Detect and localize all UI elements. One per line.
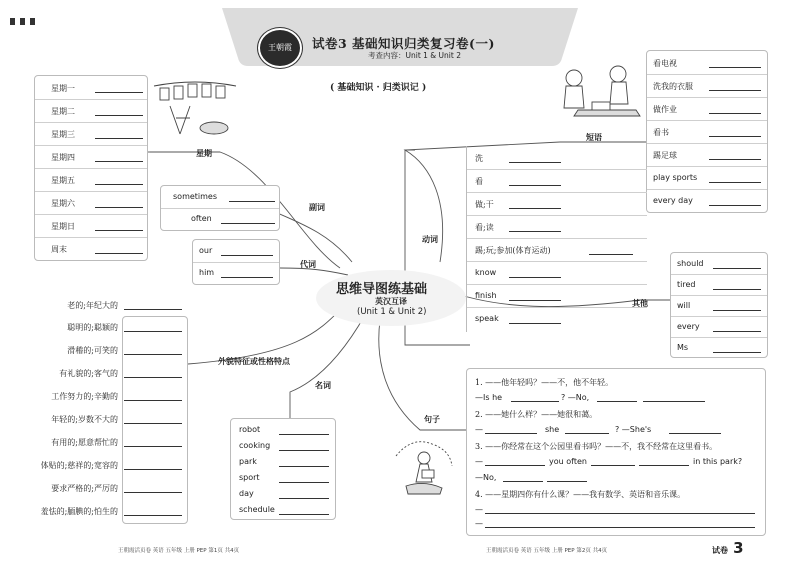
answer-blank[interactable] [124, 323, 182, 332]
category-phrases: 短语 [586, 133, 602, 142]
reading-girl-illustration [392, 436, 456, 500]
category-nouns: 名词 [315, 381, 331, 390]
answer-blank[interactable] [713, 344, 761, 353]
answer-blank[interactable] [95, 153, 143, 162]
answer-blank[interactable] [709, 128, 761, 137]
page-label: 试卷 [712, 546, 728, 555]
answer-blank[interactable] [509, 292, 561, 301]
answer-blank[interactable] [279, 506, 329, 515]
answer-blank[interactable] [709, 59, 761, 68]
answer-blank[interactable] [485, 519, 755, 528]
answer-blank[interactable] [503, 473, 543, 482]
trait-label: 聪明的;聪颖的 [67, 323, 118, 332]
category-weekdays: 星期 [196, 149, 212, 158]
list-item: play sports [647, 166, 767, 190]
center-sub2: (Unit 1 & Unit 2) [357, 307, 427, 317]
list-item: 看电视 [647, 51, 767, 75]
list-item: often [161, 208, 279, 230]
answer-blank[interactable] [124, 415, 182, 424]
answer-blank[interactable] [221, 269, 273, 278]
pronouns-panel [192, 239, 280, 285]
answer-blank[interactable] [124, 301, 182, 310]
answer-blank[interactable] [95, 107, 143, 116]
answer-blank[interactable] [591, 457, 635, 466]
page-number-box [712, 538, 744, 558]
section-tag-text: 基础知识 · 归类识记 [337, 83, 419, 93]
answer-blank[interactable] [597, 393, 637, 402]
list-item: sometimes [161, 186, 279, 209]
answer-blank[interactable] [124, 346, 182, 355]
nouns-panel: robot cooking park sport day schedule [230, 418, 336, 520]
list-item: 看书 [647, 120, 767, 144]
section-tag: ( 基础知识 · 归类识记 ) [330, 83, 427, 93]
answer-blank[interactable] [279, 490, 329, 499]
answer-blank[interactable] [95, 199, 143, 208]
category-verbs: 动词 [422, 235, 438, 244]
q3-text: 3. ——你经常在这个公园里看书吗？——不，我不经常在这里看书。 [475, 442, 718, 451]
q4-text: 4. ——星期四你有什么课？——我有数学、英语和音乐课。 [475, 490, 686, 499]
answer-blank[interactable] [709, 197, 761, 206]
adverbs-panel [160, 185, 280, 231]
q1-text: 1. ——他年轻吗？——不，他不年轻。 [475, 378, 614, 387]
list-item: him [193, 262, 279, 284]
answer-blank[interactable] [124, 369, 182, 378]
answer-blank[interactable] [95, 245, 143, 254]
footer-left: 王朝霞活页卷 英语 五年级 上册 PEP 第1页 共4页 [118, 548, 240, 554]
list-item: Ms [671, 337, 767, 357]
category-adverbs: 副词 [309, 203, 325, 212]
category-pronouns: 代词 [300, 260, 316, 269]
list-item: 星期四 [35, 145, 147, 169]
answer-blank[interactable] [709, 105, 761, 114]
answer-blank[interactable] [509, 315, 561, 324]
weekdays-panel [34, 75, 148, 261]
kids-illustration [556, 64, 648, 126]
answer-blank[interactable] [547, 473, 587, 482]
list-item: our [193, 240, 279, 263]
answer-blank[interactable] [713, 260, 761, 269]
laundry-illustration [150, 72, 240, 140]
trait-label: 体贴的;慈祥的;宽容的 [40, 461, 118, 470]
footer-right: 王朝霞活页卷 英语 五年级 上册 PEP 第2页 共4页 [486, 548, 608, 554]
center-sub1: 英汉互译 [375, 297, 407, 306]
sentences-panel: 1. ——他年轻吗？——不，他不年轻。 —Is he ? —No, 2. ——她什么样？——她很和蔼。 — she ? —She's 3. ——你经常在这个公园里看书吗？——不，我不经常在这里看书。 — you often in this park? —No, 4. ——星期四你有什么课？——我有数学、英语和音乐课。 — — [466, 368, 766, 536]
answer-blank[interactable] [511, 393, 559, 402]
answer-blank[interactable] [709, 151, 761, 160]
answer-blank[interactable] [124, 484, 182, 493]
trait-label: 滑稽的;可笑的 [67, 346, 118, 355]
verbs-list: 洗 看 做;干 看;读 踢;玩;参加(体育运动) know finish speak [466, 146, 647, 332]
phrases-panel [646, 50, 768, 213]
list-item: should [671, 253, 767, 275]
answer-blank[interactable] [669, 425, 721, 434]
answer-blank[interactable] [709, 174, 761, 183]
others-panel [670, 252, 768, 358]
category-traits: 外貌特征或性格特点 [218, 357, 290, 366]
list-item: every [671, 316, 767, 338]
list-item: 洗我的衣服 [647, 74, 767, 98]
answer-blank[interactable] [509, 200, 561, 209]
list-item: 星期日 [35, 214, 147, 238]
answer-blank[interactable] [221, 215, 275, 224]
center-title: 思维导图练基础 [336, 282, 428, 297]
answer-blank[interactable] [95, 130, 143, 139]
answer-blank[interactable] [279, 474, 329, 483]
page-title: 试卷3 基础知识归类复习卷(一) [312, 36, 495, 51]
list-item: will [671, 295, 767, 317]
list-item: 星期三 [35, 122, 147, 146]
trait-label: 羞怯的;腼腆的;怕生的 [40, 507, 118, 516]
logo-text: 王朝霞 [268, 43, 292, 52]
list-item: 做作业 [647, 97, 767, 121]
answer-blank[interactable] [229, 193, 275, 202]
answer-blank[interactable] [485, 425, 537, 434]
list-item: 周末 [35, 237, 147, 260]
list-item: every day [647, 189, 767, 212]
trait-label: 要求严格的;严厉的 [51, 484, 118, 493]
answer-blank[interactable] [709, 82, 761, 91]
answer-blank[interactable] [279, 426, 329, 435]
answer-blank[interactable] [124, 507, 182, 516]
traits-list [34, 294, 186, 522]
answer-blank[interactable] [95, 176, 143, 185]
answer-blank[interactable] [565, 425, 609, 434]
q2-text: 2. ——她什么样？——她很和蔼。 [475, 410, 598, 419]
answer-blank[interactable] [713, 323, 761, 332]
answer-blank[interactable] [279, 442, 329, 451]
list-item: 踢足球 [647, 143, 767, 167]
answer-blank[interactable] [509, 177, 561, 186]
category-others: 其他 [632, 299, 648, 308]
trait-label: 年轻的;岁数不大的 [51, 415, 118, 424]
answer-blank[interactable] [221, 247, 273, 256]
answer-blank[interactable] [589, 246, 633, 255]
answer-blank[interactable] [485, 505, 755, 514]
trait-label: 老的;年纪大的 [67, 301, 118, 310]
answer-blank[interactable] [713, 281, 761, 290]
answer-blank[interactable] [509, 154, 561, 163]
page-subtitle: 考查内容：Unit 1 & Unit 2 [368, 51, 461, 60]
answer-blank[interactable] [509, 269, 561, 278]
trait-label: 有礼貌的;客气的 [59, 369, 118, 378]
answer-blank[interactable] [643, 393, 705, 402]
trait-label: 工作努力的;辛勤的 [51, 392, 118, 401]
answer-blank[interactable] [713, 302, 761, 311]
answer-blank[interactable] [124, 392, 182, 401]
list-item: 星期一 [35, 76, 147, 100]
list-item: 星期六 [35, 191, 147, 215]
list-item: 星期五 [35, 168, 147, 192]
category-sentences: 句子 [424, 415, 440, 424]
list-item: tired [671, 274, 767, 296]
answer-blank[interactable] [485, 457, 545, 466]
answer-blank[interactable] [509, 223, 561, 232]
answer-blank[interactable] [279, 458, 329, 467]
answer-blank[interactable] [639, 457, 689, 466]
answer-blank[interactable] [124, 461, 182, 470]
answer-blank[interactable] [95, 222, 143, 231]
answer-blank[interactable] [95, 84, 143, 93]
list-item: 星期二 [35, 99, 147, 123]
page-number: 3 [733, 539, 744, 557]
answer-blank[interactable] [124, 438, 182, 447]
trait-label: 有用的;愿意帮忙的 [51, 438, 118, 447]
